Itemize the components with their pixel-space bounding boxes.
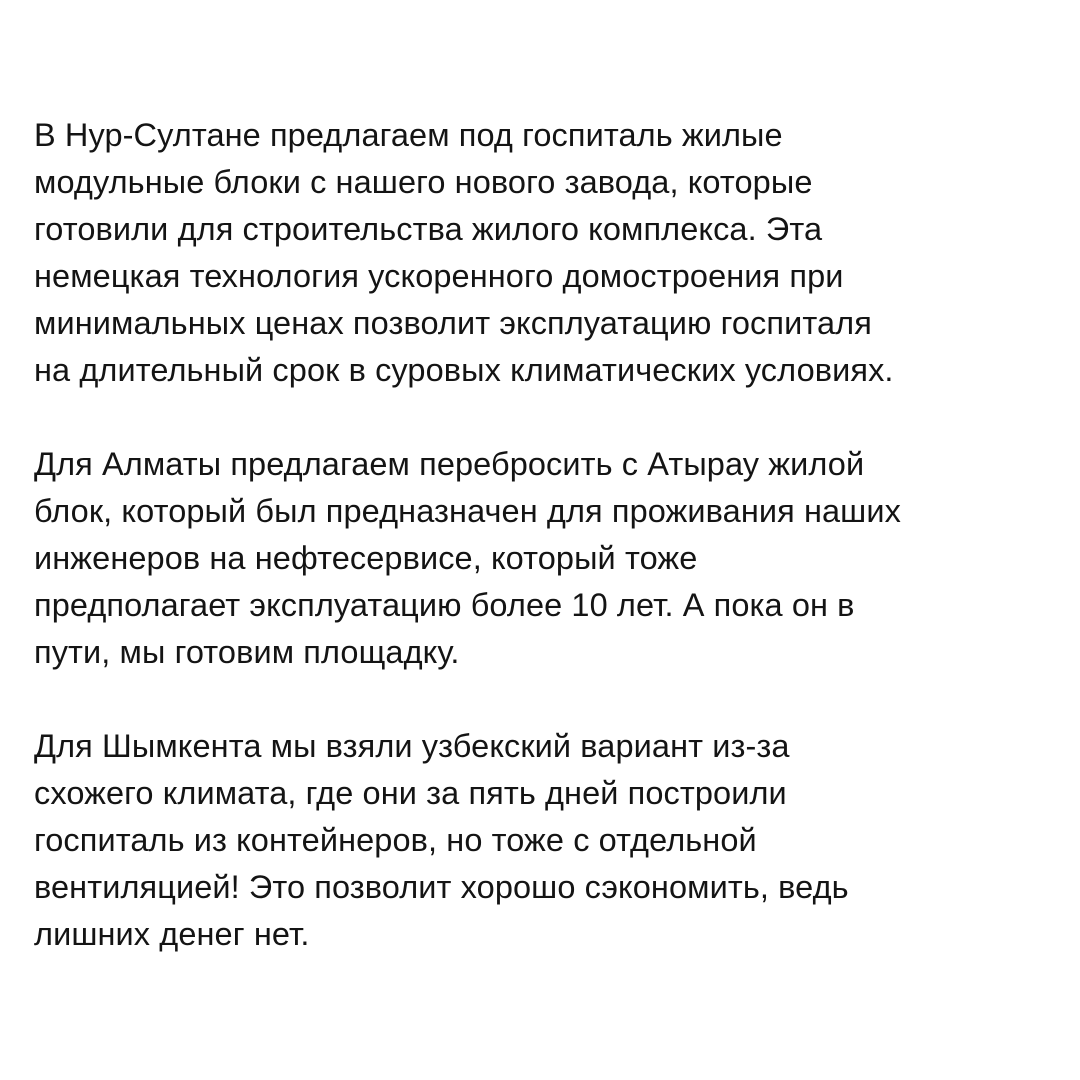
text-line: госпиталь из контейнеров, но тоже с отдельной — [34, 822, 757, 858]
text-line: инженеров на нефтесервисе, который тоже — [34, 540, 698, 576]
text-line: минимальных ценах позволит эксплуатацию госпиталя — [34, 305, 872, 341]
paragraph-almaty — [34, 441, 1050, 676]
text-line: лишних денег нет. — [34, 916, 310, 952]
text-line: вентиляцией! Это позволит хорошо сэкономить, ведь — [34, 869, 849, 905]
text-line: Для Алматы предлагаем перебросить с Атырау жилой — [34, 446, 865, 482]
text-line: предполагает эксплуатацию более 10 лет. А пока он в — [34, 587, 855, 623]
text-line: немецкая технология ускоренного домостроения при — [34, 258, 844, 294]
paragraph-shymkent — [34, 723, 1050, 958]
text-line: готовили для строительства жилого комплекса. Эта — [34, 211, 823, 247]
text-line: Для Шымкента мы взяли узбекский вариант из-за — [34, 728, 790, 764]
text-line: на длительный срок в суровых климатических условиях. — [34, 352, 894, 388]
text-line: модульные блоки с нашего нового завода, которые — [34, 164, 813, 200]
text-line: пути, мы готовим площадку. — [34, 634, 460, 670]
paragraph-nur-sultan — [34, 112, 1050, 394]
text-line: схожего климата, где они за пять дней построили — [34, 775, 787, 811]
text-line: блок, который был предназначен для проживания наших — [34, 493, 901, 529]
text-line: В Нур-Султане предлагаем под госпиталь жилые — [34, 117, 783, 153]
